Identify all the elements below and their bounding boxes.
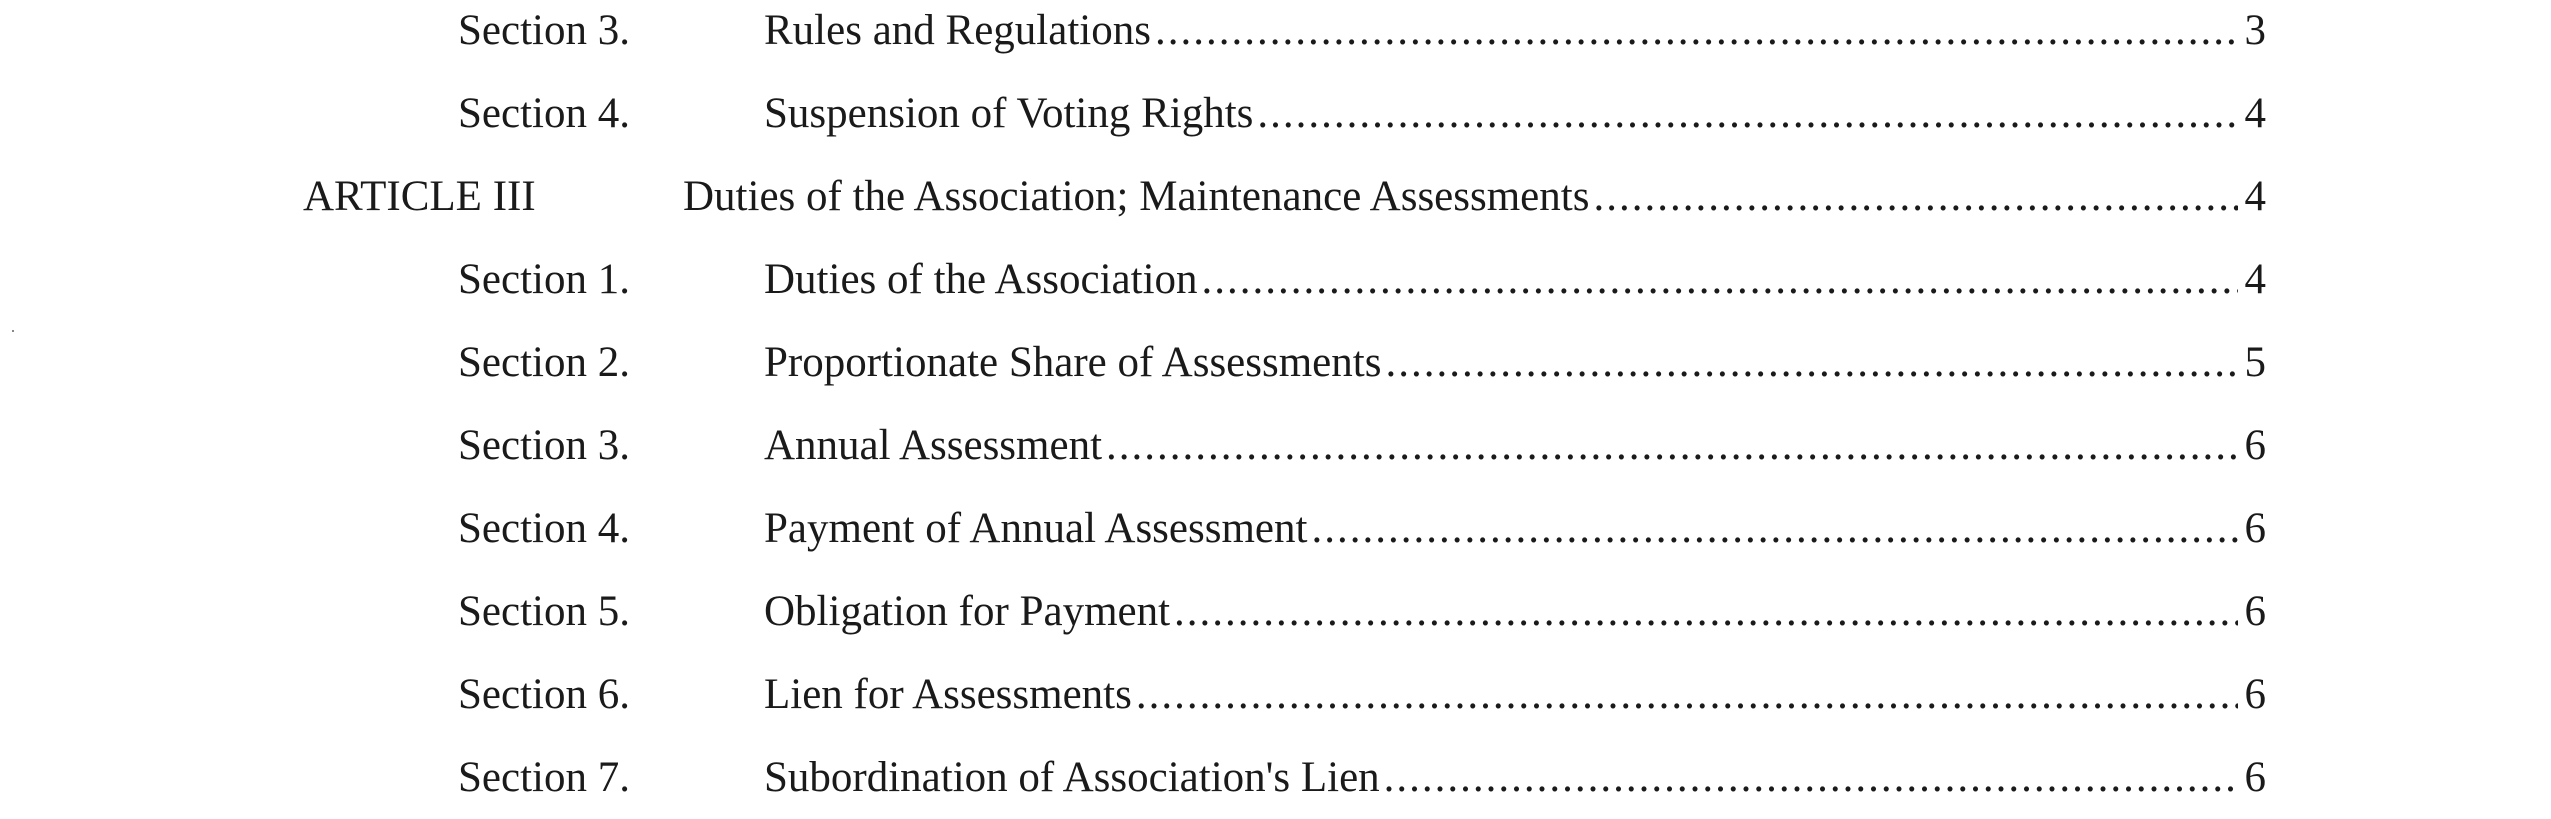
toc-entry-number: Section 3.	[458, 422, 630, 469]
toc-entry-page: 6	[2244, 505, 2266, 552]
toc-entry-page: 3	[2244, 7, 2266, 54]
scan-speck	[12, 330, 14, 332]
toc-entry-section-4-payment	[458, 498, 2266, 560]
toc-dot-leader	[1593, 166, 2238, 228]
toc-entry-page: 6	[2244, 754, 2266, 801]
toc-entry-section-7-subordination	[458, 747, 2266, 809]
toc-entry-page: 4	[2244, 173, 2266, 220]
toc-entry-section-2-proportionate	[458, 332, 2266, 394]
toc-entry-number: Section 4.	[458, 90, 630, 137]
toc-entry-section-3-rules	[458, 0, 2266, 62]
toc-entry-page: 6	[2244, 671, 2266, 718]
toc-entry-page: 6	[2244, 422, 2266, 469]
toc-entry-section-3-annual	[458, 415, 2266, 477]
toc-entry-article-iii	[303, 166, 2266, 228]
toc-dot-leader	[1384, 747, 2238, 809]
toc-entry-title: Subordination of Association's Lien	[764, 754, 1380, 801]
toc-dot-leader	[1385, 332, 2238, 394]
toc-entry-title: Annual Assessment	[764, 422, 1103, 469]
toc-entry-title: Duties of the Association	[764, 256, 1198, 303]
toc-entry-page: 5	[2244, 339, 2266, 386]
toc-dot-leader	[1106, 415, 2238, 477]
toc-entry-number: Section 1.	[458, 256, 630, 303]
toc-entry-title: Lien for Assessments	[764, 671, 1132, 718]
toc-entry-title: Obligation for Payment	[764, 588, 1171, 635]
toc-entry-number: Section 4.	[458, 505, 630, 552]
toc-dot-leader	[1136, 664, 2238, 726]
toc-entry-section-1-duties	[458, 249, 2266, 311]
toc-entry-title: Proportionate Share of Assessments	[764, 339, 1382, 386]
toc-dot-leader	[1311, 498, 2238, 560]
toc-entry-section-5-obligation	[458, 581, 2266, 643]
toc-dot-leader	[1174, 581, 2238, 643]
toc-entry-number: Section 7.	[458, 754, 630, 801]
toc-entry-title: Suspension of Voting Rights	[764, 90, 1254, 137]
toc-entry-page: 6	[2244, 588, 2266, 635]
toc-dot-leader	[1257, 83, 2238, 145]
toc-entry-number: Section 6.	[458, 671, 630, 718]
toc-entry-number: Section 5.	[458, 588, 630, 635]
toc-article-title: Duties of the Association; Maintenance Assessments	[683, 173, 1590, 220]
toc-entry-section-6-lien	[458, 664, 2266, 726]
toc-entry-page: 4	[2244, 90, 2266, 137]
toc-dot-leader	[1202, 249, 2238, 311]
toc-entry-number: Section 3.	[458, 7, 630, 54]
toc-article-number: ARTICLE III	[303, 173, 536, 220]
toc-entry-number: Section 2.	[458, 339, 630, 386]
toc-dot-leader	[1155, 0, 2238, 62]
toc-entry-title: Rules and Regulations	[764, 7, 1151, 54]
toc-entry-page: 4	[2244, 256, 2266, 303]
toc-entry-section-4-voting	[458, 83, 2266, 145]
toc-entry-title: Payment of Annual Assessment	[764, 505, 1308, 552]
